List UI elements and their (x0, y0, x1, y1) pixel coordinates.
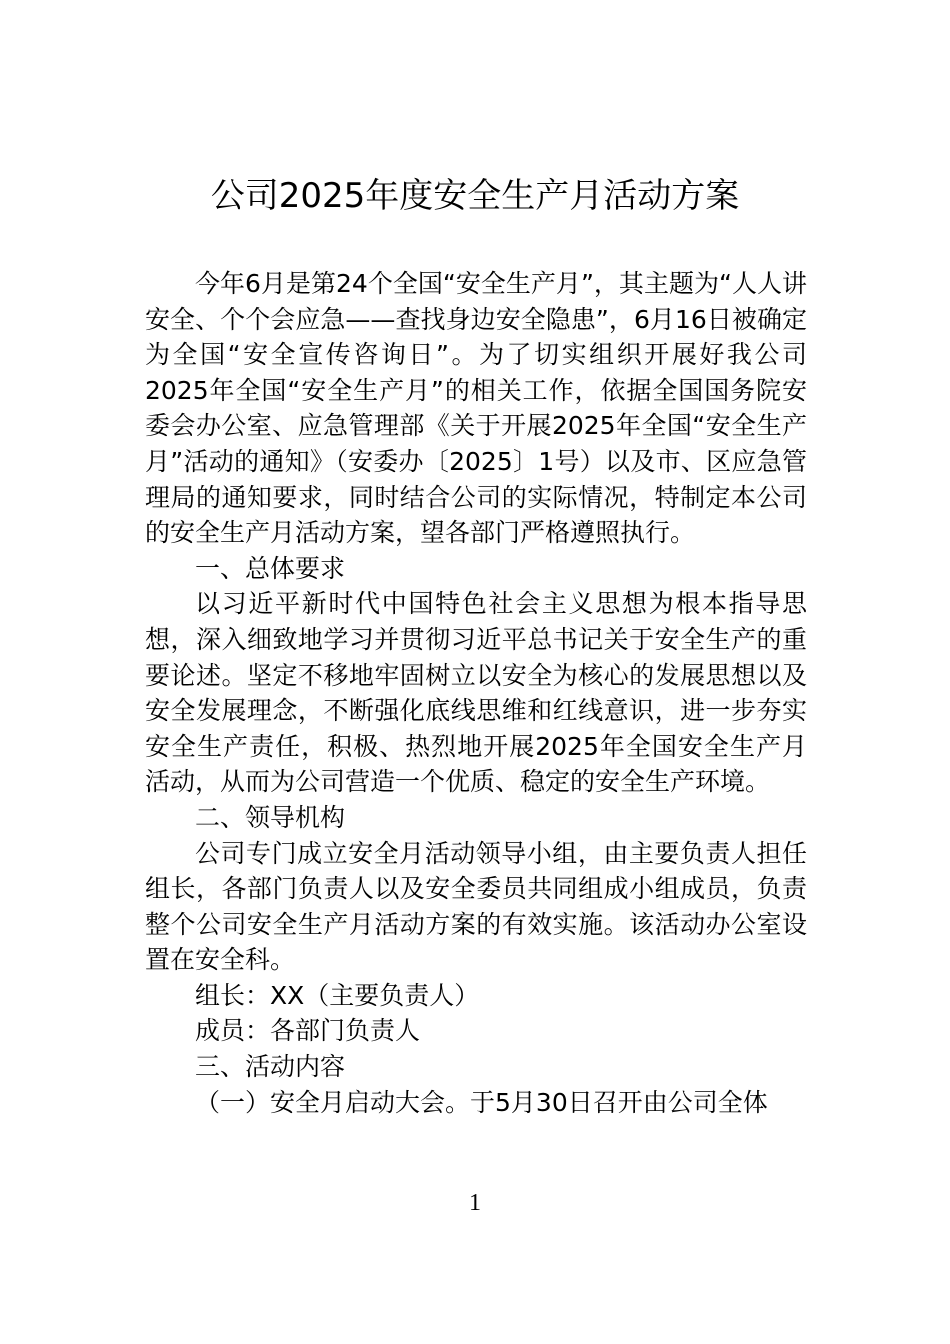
intro-paragraph: 今年6月是第24个全国“安全生产月”，其主题为“人人讲安全、个个会应急——查找身边安全隐患”，6月16日被确定为全国“安全宣传咨询日”。为了切实组织开展好我公司2025年全国“安全生产月”的相关工作，依据全国国务院安委会办公室、应急管理部《关于开展2025年全国“安全生产月”活动的通知》（安委办〔2025〕1号）以及市、区应急管理局的通知要求，同时结合公司的实际情况，特制定本公司的安全生产月活动方案，望各部门严格遵照执行。 (145, 269, 807, 548)
team-leader-line: 组长：XX（主要负责人） (195, 980, 480, 1010)
section-heading-general-requirements: 一、总体要求 (195, 553, 346, 583)
document-title: 公司2025年度安全生产月活动方案 (210, 176, 740, 216)
activity-item-kickoff: （一）安全月启动大会。于5月30日召开由公司全体 (195, 1087, 768, 1117)
leadership-paragraph: 公司专门成立安全月活动领导小组，由主要负责人担任组长，各部门负责人以及安全委员共同组成小组成员，负责整个公司安全生产月活动方案的有效实施。该活动办公室设置在安全科。 (145, 838, 807, 975)
team-members-line: 成员：各部门负责人 (195, 1016, 421, 1046)
page-number: 1 (469, 1190, 481, 1216)
section-heading-leadership: 二、领导机构 (195, 802, 346, 832)
section-heading-activities: 三、活动内容 (195, 1052, 346, 1082)
general-requirements-paragraph: 以习近平新时代中国特色社会主义思想为根本指导思想，深入细致地学习并贯彻习近平总书记关于安全生产的重要论述。坚定不移地牢固树立以安全为核心的发展思想以及安全发展理念，不断强化底线思维和红线意识，进一步夯实安全生产责任，积极、热烈地开展2025年全国安全生产月活动，从而为公司营造一个优质、稳定的安全生产环境。 (145, 589, 807, 797)
document-body (145, 266, 807, 1120)
